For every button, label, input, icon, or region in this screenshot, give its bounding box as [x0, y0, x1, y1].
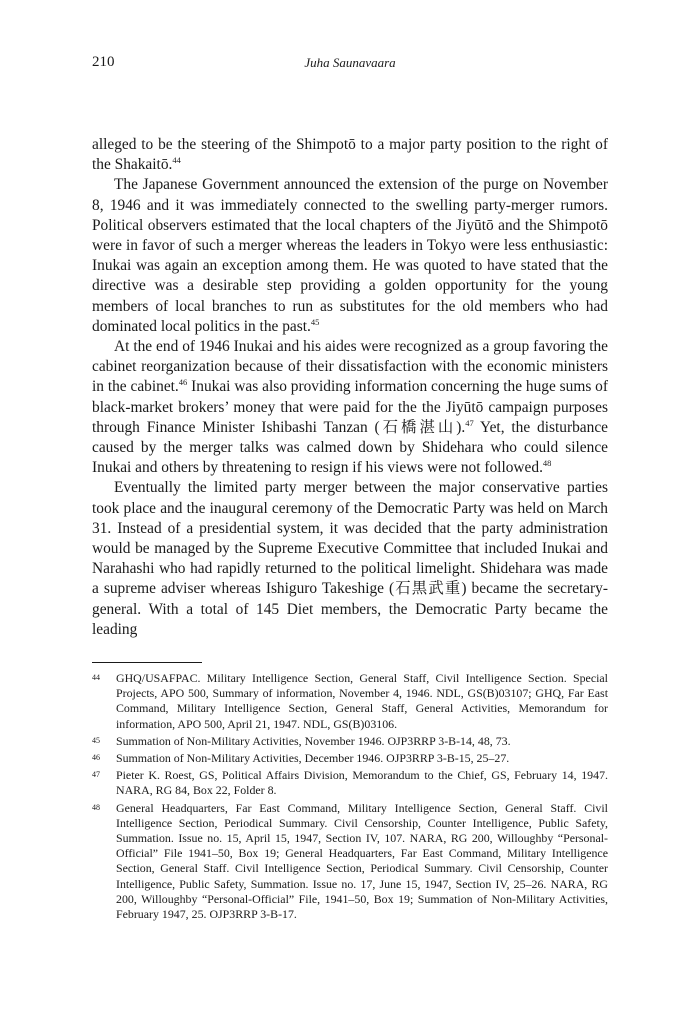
footnote-44	[92, 671, 608, 732]
paragraph-2	[92, 175, 608, 337]
footnote-number: 45	[92, 735, 100, 745]
footnotes	[92, 671, 608, 924]
footnote-text: General Headquarters, Far East Command, Military Intelligence Section, General Staff. Civil Intelligence Section, Periodical Summary. Civil Censorship, Counter Intelligence, Public Safety, Summation. Issue no. 15, April 15, 1947, Section IV, 107. NARA, RG 200, Willoughby “Personal-Official” File 1941–50, Box 19; General Headquarters, Far East Command, Military Intelligence Section, General Staff. Civil Intelligence Section, Periodical Summary. Civil Censorship, Counter Intelligence, Public Safety, Summation. Issue no. 17, June 15, 1947, Section IV, 25–26. NARA, RG 200, Willoughby “Personal-Official” File, 1941–50, Box 19; Summation of Non-Military Activities, February 1947, 25. OJP3RRP 3-B-17.	[116, 800, 608, 922]
footnote-ref[interactable]: 44	[172, 155, 181, 166]
footnote-ref[interactable]: 46	[178, 377, 188, 388]
footnote-divider	[92, 662, 202, 663]
footnote-text: GHQ/USAFPAC. Military Intelligence Section, General Staff, Civil Intelligence Section. Special Projects, APO 500, Summary of information, November 4, 1946. NDL, GS(B)03107; GHQ, Far East Command, Military Intelligence Section, General Staff, General Activities, Memorandum for information, APO 500, April 21, 1947. NDL, GS(B)03106.	[116, 671, 608, 731]
footnote-ref[interactable]: 45	[310, 316, 320, 327]
footnote-text: Summation of Non-Military Activities, December 1946. OJP3RRP 3-B-15, 25–27.	[116, 751, 510, 766]
paragraph-1	[92, 135, 608, 175]
footnote-number: 48	[92, 802, 100, 812]
footnote-46	[92, 751, 608, 766]
footnote-48	[92, 801, 608, 923]
paragraph-4	[92, 478, 608, 640]
paragraph-3	[92, 337, 608, 478]
paragraph-text: The Japanese Government announced the extension of the purge on November 8, 1946 and it was immediately connected to the swelling party-merger rumors. Political observers estimated that the local chapters of the Jiyūtō and the Shimpotō were in favor of such a merger whereas the leaders in Tokyo were less enthusiastic: Inukai was again an exception among them. He was quoted to have stated that the directive was a desirable step providing a golden opportunity for the young members of local branches to run as substitutes for the old members who had dominated local politics in the past.	[92, 176, 608, 335]
paragraph-text: At the end of 1946 Inukai and his aides were recognized as a group favoring the cabinet reorganization because of their dissatisfaction with the economic ministers in the cabinet.	[92, 338, 608, 396]
footnote-ref[interactable]: 48	[542, 458, 552, 469]
footnote-text: Pieter K. Roest, GS, Political Affairs Division, Memorandum to the Chief, GS, February 14, 1947. NARA, RG 84, Box 22, Folder 8.	[116, 768, 608, 798]
footnote-47	[92, 768, 608, 798]
running-head: Juha Saunavaara	[304, 55, 396, 70]
footnote-number: 46	[92, 753, 100, 763]
footnote-number: 44	[92, 673, 100, 682]
page-header	[92, 54, 608, 74]
paragraph-text: Yet, the disturbance caused by the merger talks was calmed down by Shidehara who could silence Inukai and others by threatening to resign if his views were not followed.	[92, 418, 608, 477]
paragraph-text: alleged to be the steering of the Shimpotō to a major party position to the right of the Shakaitō.	[92, 136, 608, 174]
body-text	[92, 135, 608, 640]
footnote-number: 47	[92, 770, 100, 780]
footnote-text: Summation of Non-Military Activities, November 1946. OJP3RRP 3-B-14, 48, 73.	[116, 733, 511, 748]
paragraph-text: Inukai was also providing information concerning the huge sums of black-market brokers’ money that were paid for the the Jiyūtō campaign purposes through Finance Minister Ishibashi Tanzan (石橋湛山).	[92, 378, 608, 436]
page-number: 210	[92, 54, 115, 70]
footnote-45	[92, 734, 608, 749]
footnote-ref[interactable]: 47	[465, 417, 474, 428]
paragraph-text: Eventually the limited party merger between the major conservative parties took place and the inaugural ceremony of the Democratic Party was held on March 31. Instead of a presidential system, it was decided that the party administration would be managed by the Supreme Executive Committee that included Inukai and Narahashi who had rapidly returned to the political limelight. Shidehara was made a supreme adviser whereas Ishiguro Takeshige (石黒武重) became the secretary-general. With a total of 145 Diet members, the Democratic Party became the leading	[92, 479, 608, 638]
